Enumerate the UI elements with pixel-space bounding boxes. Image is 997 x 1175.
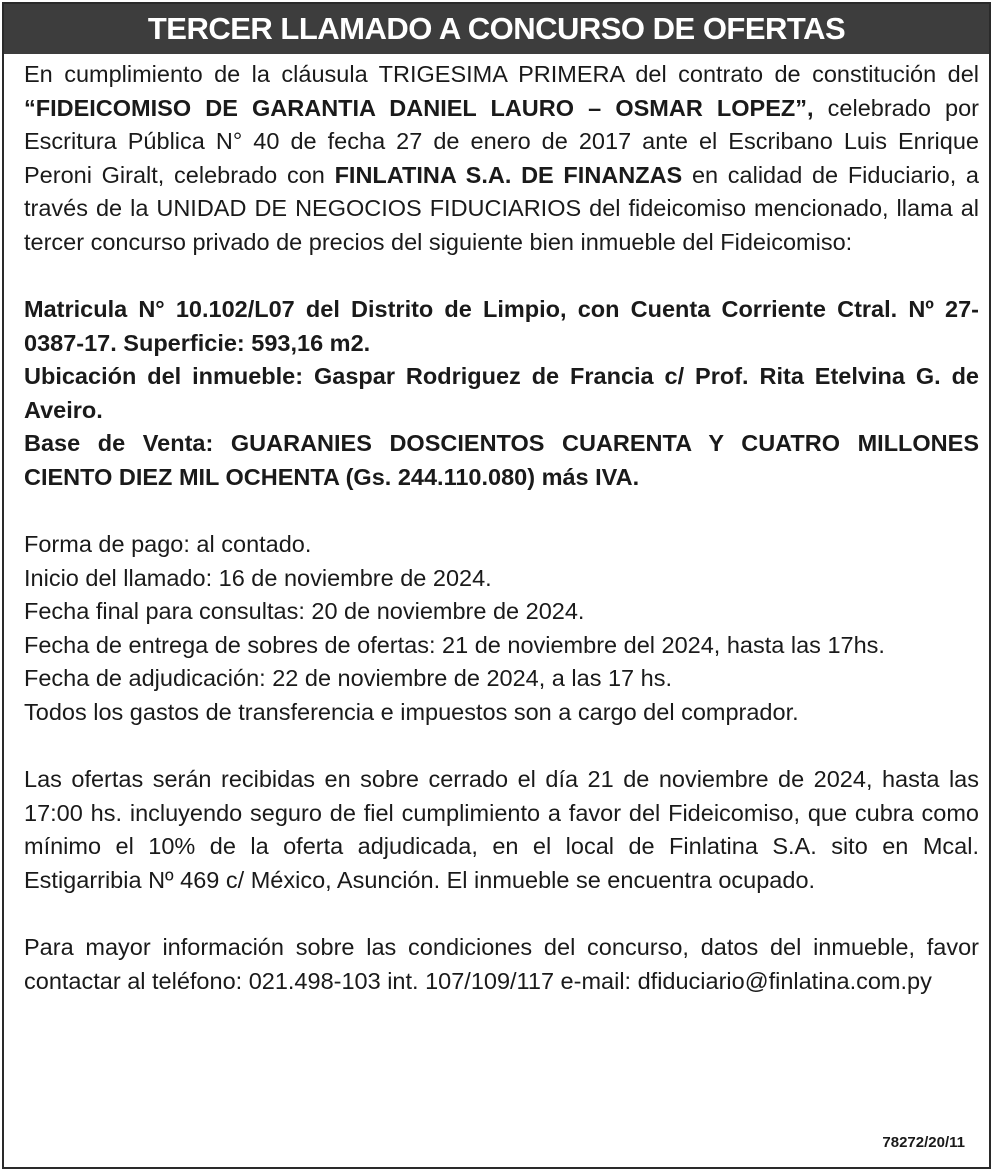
offers-paragraph: Las ofertas serán recibidas en sobre cerrado el día 21 de noviembre de 2024, hasta las 17:00 hs. incluyendo seguro de fiel cumplimiento a favor del Fideicomiso, que cubra como mínimo el 10% de la oferta adjudicada, en el local de Finlatina S.A. sito en Mcal. Estigarribia Nº 469 c/ México, Asunción. El inmueble se encuentra ocupado. — [24, 766, 979, 893]
condition-consult-deadline: Fecha final para consultas: 20 de noviembre de 2024. — [24, 598, 585, 624]
intro-text-3: en calidad de Fiduciario, a través de la UNIDAD DE NEGOCIOS FIDUCIARIOS del fideicomiso mencionado, llama al tercer concurso privado de precios del siguiente bien inmueble del Fideicomiso: — [24, 161, 980, 255]
condition-start: Inicio del llamado: 16 de noviembre de 2024. — [24, 564, 492, 591]
trustee-name: FINLATINA S.A. DE FINANZAS — [334, 161, 683, 188]
intro-paragraph — [24, 58, 979, 259]
contact-paragraph: Para mayor información sobre las condiciones del concurso, datos del inmueble, favor contactar al teléfono: 021.498-103 int. 107/109/117 e-mail: dfiduciario@finlatina.com.py — [24, 934, 979, 994]
property-base-price: Base de Venta: GUARANIES DOSCIENTOS CUARENTA Y CUATRO MILLONES CIENTO DIEZ MIL OCHENTA (Gs. 244.110.080) más IVA. — [24, 430, 979, 490]
intro-text-1: En cumplimiento de la cláusula TRIGESIMA PRIMERA del contrato de constitución del — [24, 61, 979, 87]
intro-text-2: celebrado por Escritura Pública N° 40 de fecha 27 de enero de 2017 ante el Escribano Luis Enrique Peroni Giralt, celebrado con — [24, 94, 979, 188]
condition-award-date: Fecha de adjudicación: 22 de noviembre de 2024, a las 17 hs. — [24, 665, 672, 691]
trust-name: “FIDEICOMISO DE GARANTIA DANIEL LAURO – OSMAR LOPEZ”, — [24, 94, 814, 121]
notice-title: TERCER LLAMADO A CONCURSO DE OFERTAS — [4, 4, 989, 54]
condition-delivery-date: Fecha de entrega de sobres de ofertas: 21 de noviembre del 2024, hasta las 17hs. — [24, 631, 885, 658]
condition-payment: Forma de pago: al contado. — [24, 531, 312, 557]
property-location: Ubicación del inmueble: Gaspar Rodriguez de Francia c/ Prof. Rita Etelvina G. de Aveiro. — [24, 363, 979, 423]
notice-body — [24, 58, 979, 998]
notice-frame — [2, 2, 991, 1169]
condition-expenses: Todos los gastos de transferencia e impuestos son a cargo del comprador. — [24, 698, 799, 725]
ad-code: 78272/20/11 — [882, 1134, 965, 1151]
property-matricula: Matricula N° 10.102/L07 del Distrito de Limpio, con Cuenta Corriente Ctral. Nº 27-0387-17. Superficie: 593,16 m2. — [24, 296, 979, 356]
